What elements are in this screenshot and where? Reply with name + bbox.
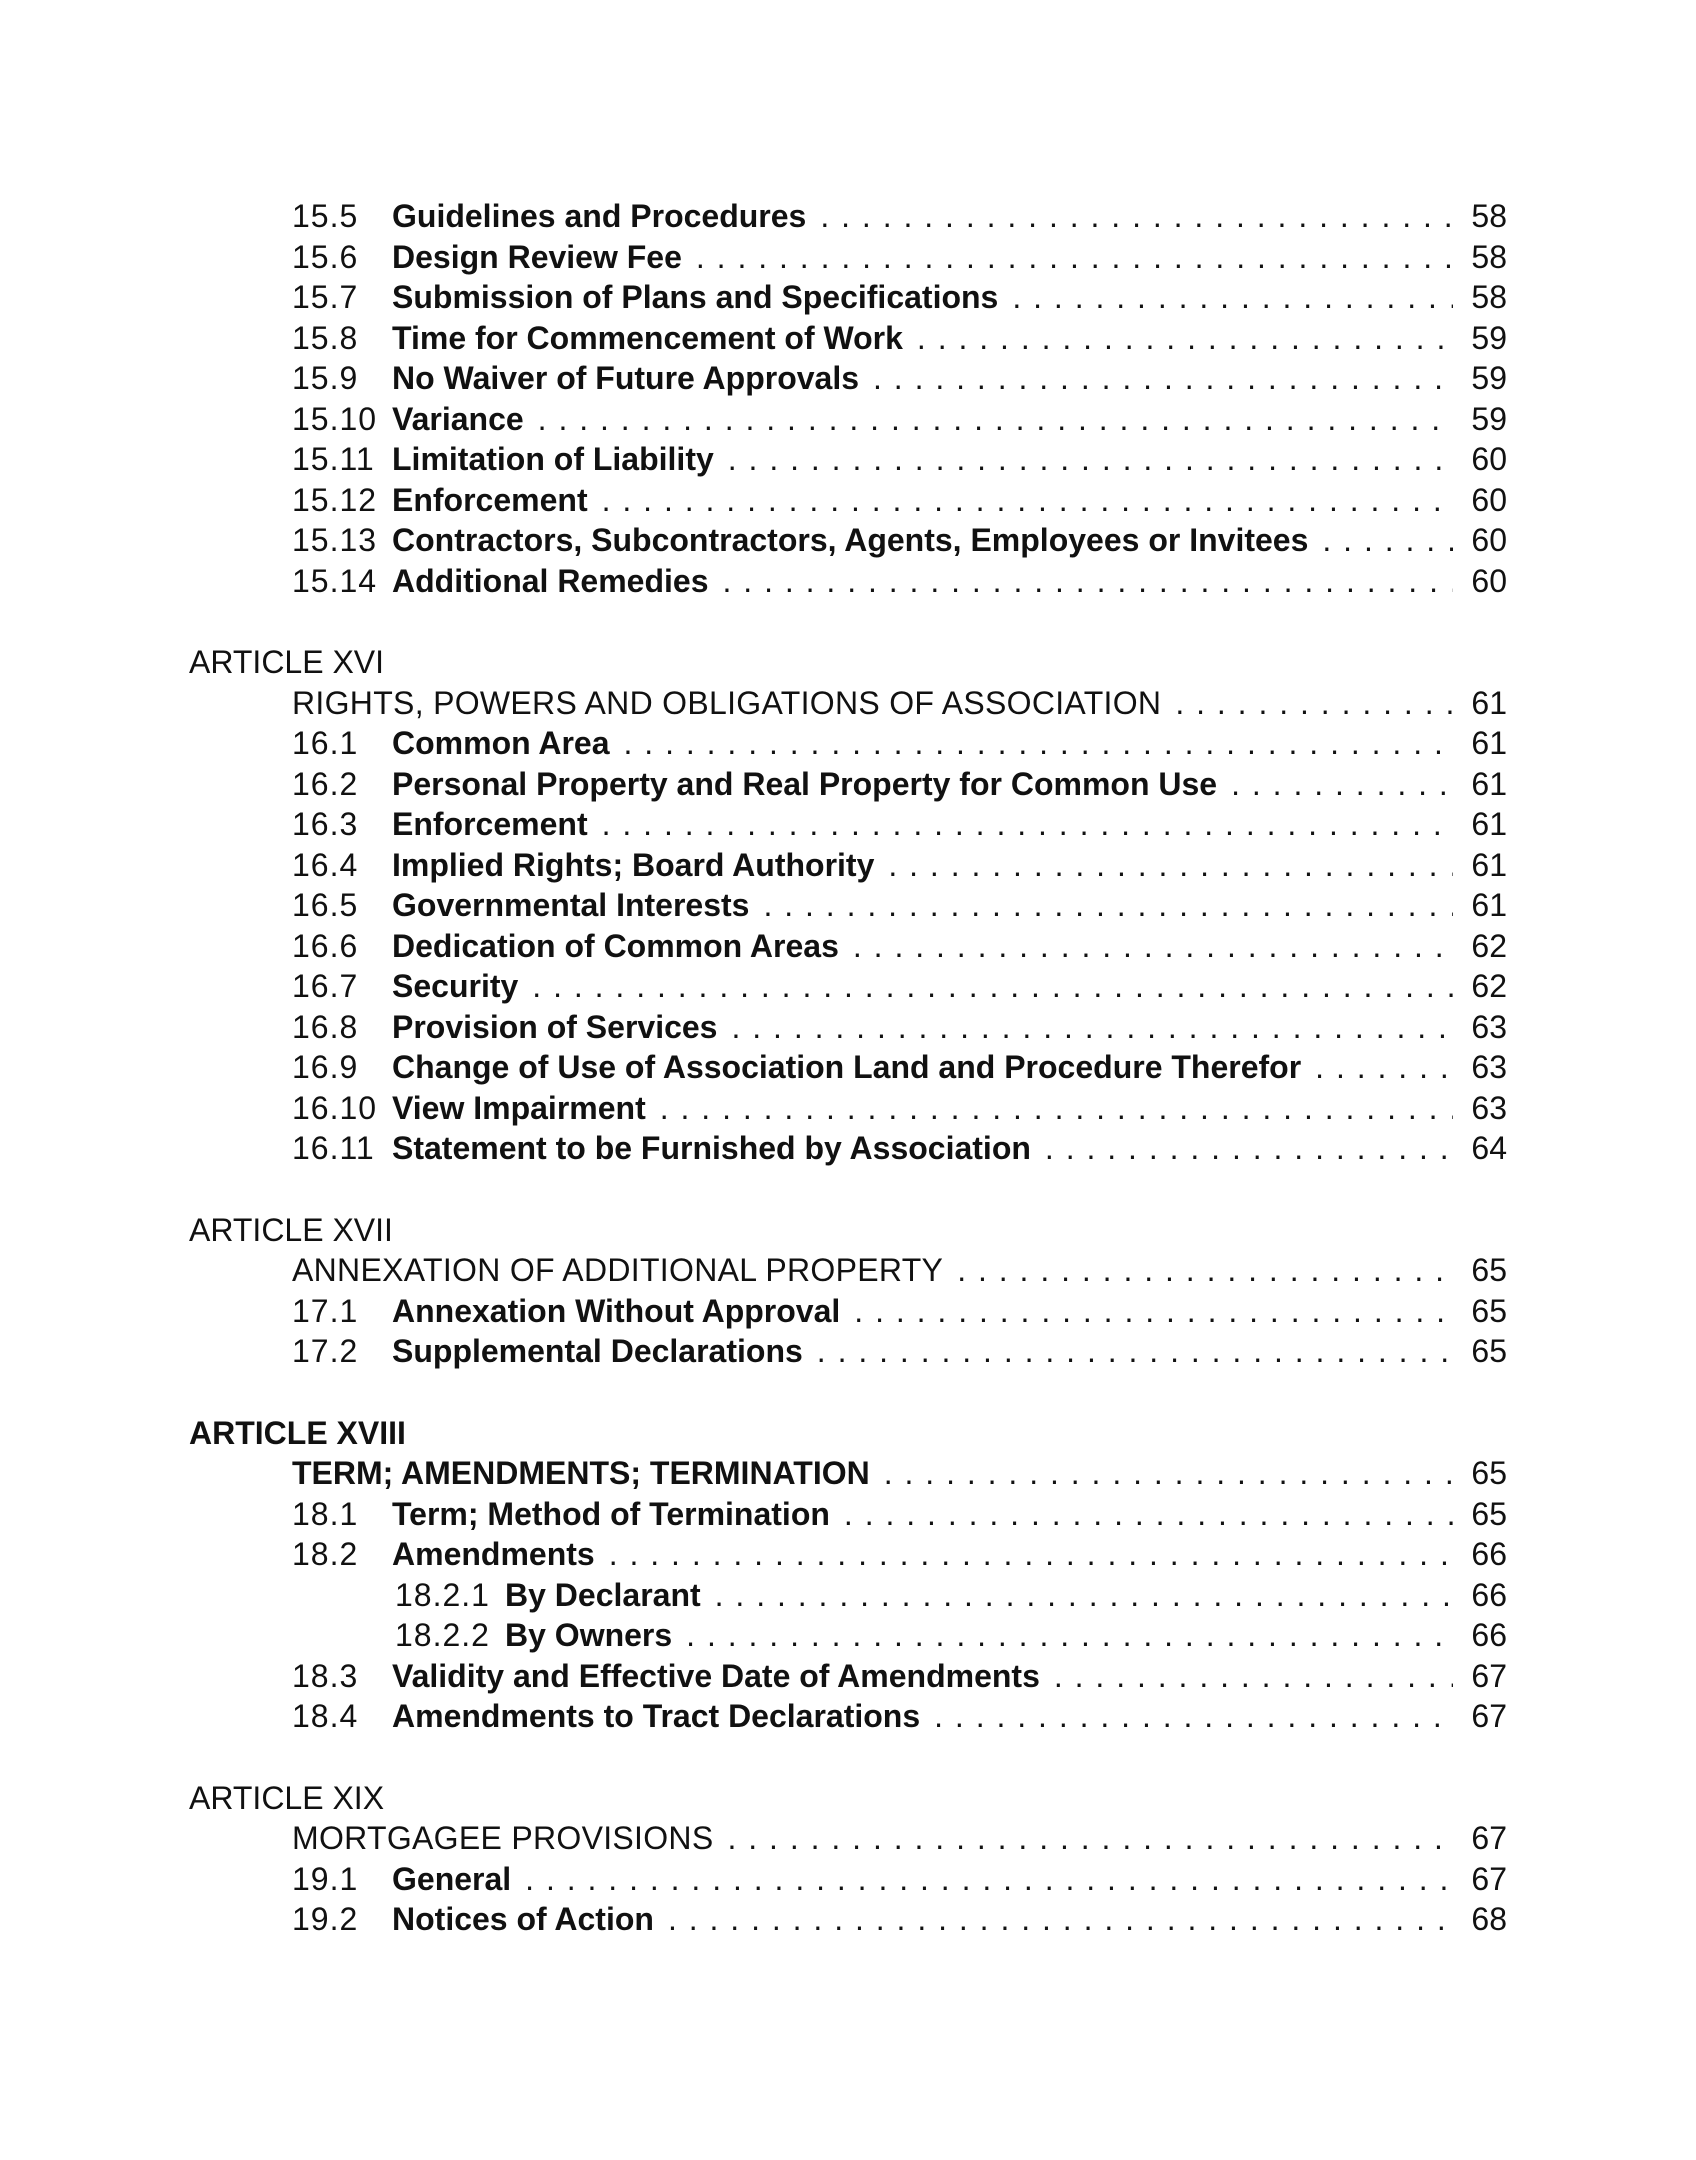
dot-leader (723, 561, 1454, 602)
article-heading-entry[interactable] (189, 1250, 1507, 1291)
toc-entry[interactable] (189, 1331, 1507, 1372)
page-number: 58 (1471, 279, 1507, 315)
entry-number: 18.2.2 (395, 1617, 490, 1653)
dot-leader (1315, 1047, 1453, 1088)
page-number: 68 (1471, 1901, 1507, 1937)
toc-entry[interactable] (189, 318, 1507, 359)
toc-entry[interactable] (189, 237, 1507, 278)
dot-leader (1322, 520, 1453, 561)
article-label: ARTICLE XVI (189, 644, 385, 680)
entry-number: 16.7 (292, 968, 359, 1004)
page-number: 61 (1471, 887, 1507, 923)
entry-title: Security (392, 968, 519, 1004)
entry-title: Limitation of Liability (392, 441, 714, 477)
page-number: 63 (1471, 1049, 1507, 1085)
toc-entry[interactable] (189, 1696, 1507, 1737)
entry-number: 15.5 (292, 198, 359, 234)
entry-title: Time for Commencement of Work (392, 319, 903, 356)
entry-number: 18.4 (292, 1698, 359, 1734)
dot-leader (602, 804, 1453, 845)
dot-leader (884, 1453, 1453, 1494)
table-of-contents (189, 196, 1507, 1940)
dot-leader (957, 1250, 1453, 1291)
toc-entry[interactable] (189, 1656, 1507, 1697)
toc-entry[interactable] (189, 1047, 1507, 1088)
entry-title: By Owners (505, 1617, 673, 1653)
page-number: 61 (1471, 684, 1507, 721)
dot-leader (1175, 683, 1453, 724)
page-number: 66 (1471, 1576, 1507, 1613)
entry-number: 17.2 (292, 1333, 359, 1369)
article-heading-entry[interactable] (189, 683, 1507, 724)
page-number: 60 (1471, 481, 1507, 518)
dot-leader (696, 237, 1453, 278)
toc-entry[interactable] (189, 439, 1507, 480)
dot-leader (854, 1291, 1453, 1332)
entry-title: Change of Use of Association Land and Procedure Therefor (392, 1049, 1302, 1085)
article-label: ARTICLE XVII (189, 1211, 393, 1248)
toc-subentry[interactable] (189, 1615, 1507, 1656)
entry-number: 15.12 (292, 481, 378, 518)
entry-number: 16.4 (292, 846, 359, 883)
toc-entry[interactable] (189, 804, 1507, 845)
entry-title: View Impairment (392, 1089, 646, 1126)
page-number: 67 (1471, 1820, 1507, 1856)
entry-number: 15.10 (292, 400, 378, 437)
page-number: 65 (1471, 1252, 1507, 1288)
dot-leader (820, 196, 1453, 237)
entry-title: Submission of Plans and Specifications (392, 279, 999, 315)
entry-title: Provision of Services (392, 1008, 718, 1045)
entry-number: 19.1 (292, 1860, 359, 1897)
toc-entry[interactable] (189, 196, 1507, 237)
entry-number: 15.8 (292, 319, 359, 356)
dot-leader (1054, 1656, 1453, 1697)
page-number: 67 (1471, 1698, 1507, 1734)
dot-leader (934, 1696, 1453, 1737)
dot-leader (525, 1859, 1453, 1900)
toc-article-18 (189, 1413, 1507, 1737)
article-heading-entry[interactable] (189, 1818, 1507, 1859)
entry-title: Design Review Fee (392, 238, 682, 275)
page-number: 63 (1471, 1008, 1507, 1045)
page-number: 63 (1471, 1089, 1507, 1126)
page-number: 58 (1471, 238, 1507, 275)
article-heading: ANNEXATION OF ADDITIONAL PROPERTY (292, 1252, 944, 1288)
entry-number: 18.2 (292, 1536, 359, 1572)
dot-leader (660, 1088, 1453, 1129)
page-number: 67 (1471, 1860, 1507, 1897)
page-number: 65 (1471, 1455, 1507, 1491)
article-heading: MORTGAGEE PROVISIONS (292, 1820, 714, 1856)
dot-leader (873, 358, 1453, 399)
entry-number: 16.11 (292, 1130, 375, 1166)
article-heading: RIGHTS, POWERS AND OBLIGATIONS OF ASSOCIATION (292, 684, 1162, 721)
entry-title: General (392, 1860, 512, 1897)
page-number: 61 (1471, 765, 1507, 802)
entry-title: Notices of Action (392, 1901, 654, 1937)
entry-title: Statement to be Furnished by Association (392, 1130, 1031, 1166)
entry-title: Enforcement (392, 806, 588, 842)
toc-subentry[interactable] (189, 1575, 1507, 1616)
entry-title: Validity and Effective Date of Amendments (392, 1657, 1040, 1694)
entry-title: Variance (392, 400, 524, 437)
toc-entry[interactable] (189, 1088, 1507, 1129)
entry-number: 16.2 (292, 765, 359, 802)
page-number: 59 (1471, 319, 1507, 356)
dot-leader (763, 885, 1453, 926)
entry-number: 15.14 (292, 562, 378, 599)
toc-entry[interactable] (189, 1494, 1507, 1535)
dot-leader (844, 1494, 1453, 1535)
toc-article-19 (189, 1778, 1507, 1940)
toc-entry[interactable] (189, 480, 1507, 521)
toc-article-16 (189, 642, 1507, 1169)
entry-number: 16.3 (292, 806, 359, 842)
entry-title: Dedication of Common Areas (392, 927, 839, 964)
entry-number: 15.13 (292, 522, 378, 558)
entry-title: Supplemental Declarations (392, 1333, 803, 1369)
page-number: 64 (1471, 1130, 1507, 1166)
dot-leader (686, 1615, 1453, 1656)
page-number: 60 (1471, 522, 1507, 558)
entry-number: 19.2 (292, 1901, 359, 1937)
dot-leader (1045, 1128, 1453, 1169)
toc-entry[interactable] (189, 1291, 1507, 1332)
entry-title: No Waiver of Future Approvals (392, 360, 860, 396)
entry-title: Amendments (392, 1536, 595, 1572)
toc-entry[interactable] (189, 845, 1507, 886)
dot-leader (538, 399, 1453, 440)
toc-entry[interactable] (189, 520, 1507, 561)
toc-entry[interactable] (189, 926, 1507, 967)
dot-leader (1231, 764, 1453, 805)
article-heading: TERM; AMENDMENTS; TERMINATION (292, 1455, 870, 1491)
toc-entry[interactable] (189, 966, 1507, 1007)
entry-number: 16.9 (292, 1049, 359, 1085)
article-heading-entry[interactable] (189, 1453, 1507, 1494)
entry-number: 15.6 (292, 238, 359, 275)
entry-title: Common Area (392, 725, 610, 761)
entry-number: 16.6 (292, 927, 359, 964)
page-number: 59 (1471, 360, 1507, 396)
dot-leader (817, 1331, 1453, 1372)
dot-leader (624, 723, 1453, 764)
page-number: 67 (1471, 1657, 1507, 1694)
entry-number: 15.11 (292, 441, 375, 477)
toc-entry[interactable] (189, 277, 1507, 318)
page-number: 66 (1471, 1536, 1507, 1572)
entry-number: 18.3 (292, 1657, 359, 1694)
entry-title: Governmental Interests (392, 887, 750, 923)
entry-number: 17.1 (292, 1292, 359, 1329)
toc-entry[interactable] (189, 561, 1507, 602)
dot-leader (727, 1818, 1453, 1859)
dot-leader (715, 1575, 1453, 1616)
dot-leader (853, 926, 1453, 967)
page-number: 65 (1471, 1333, 1507, 1369)
entry-title: Contractors, Subcontractors, Agents, Employees or Invitees (392, 522, 1309, 558)
page-number: 62 (1471, 968, 1507, 1004)
toc-article-17 (189, 1210, 1507, 1372)
page-number: 66 (1471, 1617, 1507, 1653)
entry-title: Amendments to Tract Declarations (392, 1698, 921, 1734)
entry-number: 16.8 (292, 1008, 359, 1045)
page-number: 61 (1471, 846, 1507, 883)
entry-title: Enforcement (392, 481, 588, 518)
entry-number: 15.7 (292, 279, 359, 315)
entry-title: Personal Property and Real Property for Common Use (392, 765, 1218, 802)
entry-title: Implied Rights; Board Authority (392, 846, 875, 883)
toc-entry[interactable] (189, 1007, 1507, 1048)
page-number: 65 (1471, 1495, 1507, 1532)
page-number: 61 (1471, 725, 1507, 761)
dot-leader (728, 439, 1453, 480)
toc-entry[interactable] (189, 1859, 1507, 1900)
toc-entry[interactable] (189, 723, 1507, 764)
entry-number: 18.2.1 (395, 1576, 490, 1613)
entry-title: Annexation Without Approval (392, 1292, 841, 1329)
entry-title: Additional Remedies (392, 562, 709, 599)
entry-number: 16.10 (292, 1089, 378, 1126)
dot-leader (888, 845, 1453, 886)
dot-leader (1012, 277, 1453, 318)
page-number: 60 (1471, 562, 1507, 599)
page-number: 59 (1471, 400, 1507, 437)
page-number: 62 (1471, 927, 1507, 964)
dot-leader (609, 1534, 1453, 1575)
page-number: 60 (1471, 441, 1507, 477)
dot-leader (668, 1899, 1453, 1940)
toc-entry[interactable] (189, 399, 1507, 440)
entry-number: 18.1 (292, 1495, 359, 1532)
toc-entry[interactable] (189, 1534, 1507, 1575)
article-label: ARTICLE XVIII (189, 1414, 406, 1451)
page-number: 65 (1471, 1292, 1507, 1329)
entry-title: By Declarant (505, 1576, 701, 1613)
entry-number: 15.9 (292, 360, 359, 396)
toc-entry[interactable] (189, 1128, 1507, 1169)
article-label: ARTICLE XIX (189, 1779, 385, 1816)
dot-leader (731, 1007, 1453, 1048)
toc-section-15 (189, 196, 1507, 601)
dot-leader (917, 318, 1453, 359)
page-number: 61 (1471, 806, 1507, 842)
toc-entry[interactable] (189, 764, 1507, 805)
dot-leader (602, 480, 1453, 521)
dot-leader (532, 966, 1453, 1007)
entry-title: Term; Method of Termination (392, 1495, 830, 1532)
toc-entry[interactable] (189, 1899, 1507, 1940)
entry-title: Guidelines and Procedures (392, 198, 807, 234)
page-number: 58 (1471, 198, 1507, 234)
toc-entry[interactable] (189, 358, 1507, 399)
entry-number: 16.1 (292, 725, 359, 761)
entry-number: 16.5 (292, 887, 359, 923)
toc-entry[interactable] (189, 885, 1507, 926)
